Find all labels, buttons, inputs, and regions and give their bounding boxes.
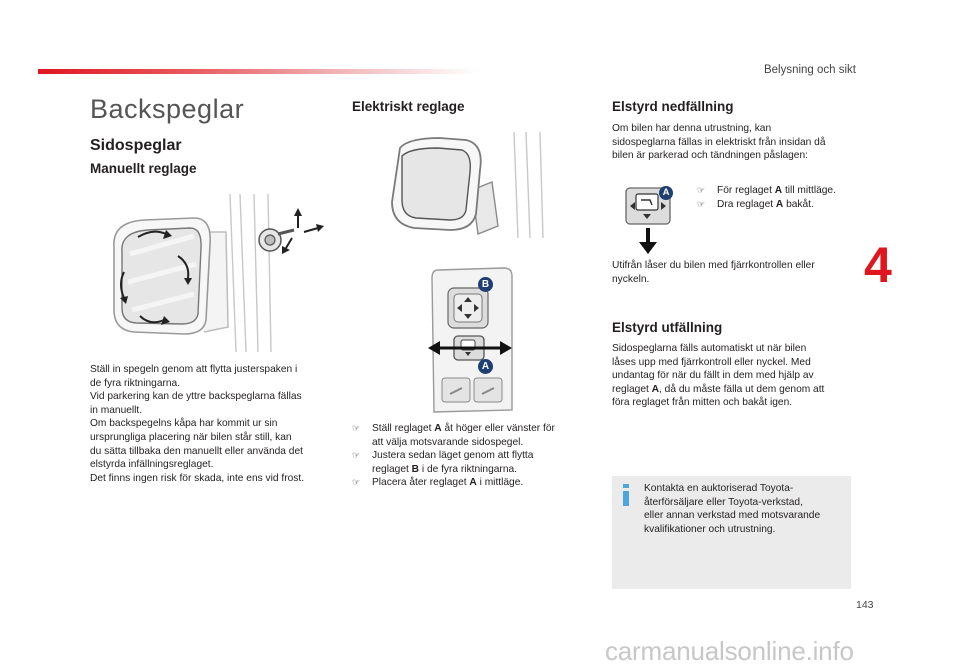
bullet-text: Dra reglaget A bakåt.: [717, 198, 814, 210]
label-b-badge: B: [478, 277, 493, 292]
bullet-text: För reglaget A till mittläge.: [717, 185, 836, 196]
pointing-hand-icon: ☞: [697, 198, 706, 209]
fold-text-line: bilen är parkerad och tändningen påslagen:: [612, 150, 808, 162]
info-text-line: återförsäljare eller Toyota-verkstad,: [644, 496, 803, 508]
pointing-hand-icon: ☞: [352, 477, 361, 488]
manual-mirror-illustration: [108, 192, 330, 357]
label-a-badge-fold: A: [659, 186, 673, 200]
heading-elstyrd-utfallning: Elstyrd utfällning: [612, 320, 723, 335]
bullet-text: [372, 476, 592, 490]
manual-text-line: ursprungliga placering när bilen står still, kan: [90, 431, 292, 443]
manual-text-line: elstyrda infällningsreglaget.: [90, 459, 214, 471]
bullet-line: reglaget B i de fyra riktningarna.: [372, 463, 517, 475]
unfold-text-line: Sidospeglarna fälls automatiskt ut när bilen: [612, 343, 807, 354]
fold-text: [612, 122, 862, 163]
manual-text-line: Vid parkering kan de yttre backspeglarna fällas: [90, 391, 302, 403]
manual-text-line: du sätta tillbaka den manuellt eller använda det: [90, 445, 303, 457]
heading-elektriskt-reglage: Elektriskt reglage: [352, 99, 465, 114]
bullet-line: att välja motsvarande sidospegel.: [372, 436, 524, 448]
watermark: carmanualsonline.info: [605, 636, 854, 666]
unfold-text-line: undantag för när du fällt in dem med hjälp av: [612, 370, 814, 382]
info-text: [644, 482, 849, 536]
manual-text-line: Det finns ingen risk för skada, inte ens vid frost.: [90, 472, 305, 484]
bullet-item: [352, 476, 592, 490]
info-text-line: eller annan verkstad med motsvarande: [644, 510, 821, 522]
unfold-text-line: låses upp med fjärrkontroll eller nyckel. Med: [612, 356, 811, 368]
bullet-item: [697, 184, 857, 198]
manual-text-line: Om backspegelns kåpa har kommit ur sin: [90, 418, 278, 430]
fold-text-line: sidospeglarna fällas in elektriskt från insidan då: [612, 136, 826, 148]
bullet-line: Placera åter reglaget A i mittläge.: [372, 477, 524, 489]
bullet-item: [352, 422, 592, 449]
electric-bullets: [352, 422, 592, 490]
section-header: Belysning och sikt: [763, 64, 856, 76]
chapter-number: 4: [864, 237, 892, 293]
heading-elstyrd-nedfallning: Elstyrd nedfällning: [612, 99, 734, 114]
unfold-text-line: reglaget A, då du måste fälla ut dem genom att: [612, 383, 825, 395]
manual-text-line: Ställ in spegeln genom att flytta justerspaken i: [90, 364, 298, 375]
bullet-text: [372, 449, 592, 476]
page-number: 143: [856, 599, 874, 611]
bullet-item: [697, 198, 857, 212]
remote-text: [612, 259, 862, 286]
remote-text-line: Utifrån låser du bilen med fjärrkontrollen eller: [612, 260, 815, 271]
info-text-line: kvalifikationer och utrustning.: [644, 523, 776, 535]
pointing-hand-icon: ☞: [352, 423, 361, 433]
heading-sidospeglar: Sidospeglar: [90, 137, 182, 154]
pointing-hand-icon: ☞: [352, 450, 361, 461]
manual-text: [90, 363, 340, 485]
page-title: Backspeglar: [90, 94, 245, 124]
unfold-text-line: föra reglaget från mitten och bakåt igen.: [612, 397, 793, 409]
bullet-line: Justera sedan läget genom att flytta: [372, 450, 534, 462]
manual-text-line: in manuellt.: [90, 404, 143, 416]
label-a-badge: A: [478, 359, 493, 374]
unfold-text: [612, 342, 862, 410]
bullet-item: [352, 449, 592, 476]
bullet-line: Ställ reglaget A åt höger eller vänster för: [372, 423, 555, 434]
electric-mirror-illustration: [380, 130, 560, 240]
remote-text-line: nyckeln.: [612, 273, 650, 285]
heading-manuellt-reglage: Manuellt reglage: [90, 161, 197, 176]
manual-text-line: de fyra riktningarna.: [90, 377, 181, 389]
bullet-text: [372, 422, 592, 449]
info-icon: [620, 484, 632, 506]
header-accent-bar: [38, 69, 478, 74]
pointing-hand-icon: ☞: [697, 185, 706, 195]
fold-bullets: [697, 184, 857, 211]
left-right-arrow-icon: [428, 340, 512, 356]
info-text-line: Kontakta en auktoriserad Toyota-: [644, 483, 794, 494]
fold-text-line: Om bilen har denna utrustning, kan: [612, 123, 772, 134]
